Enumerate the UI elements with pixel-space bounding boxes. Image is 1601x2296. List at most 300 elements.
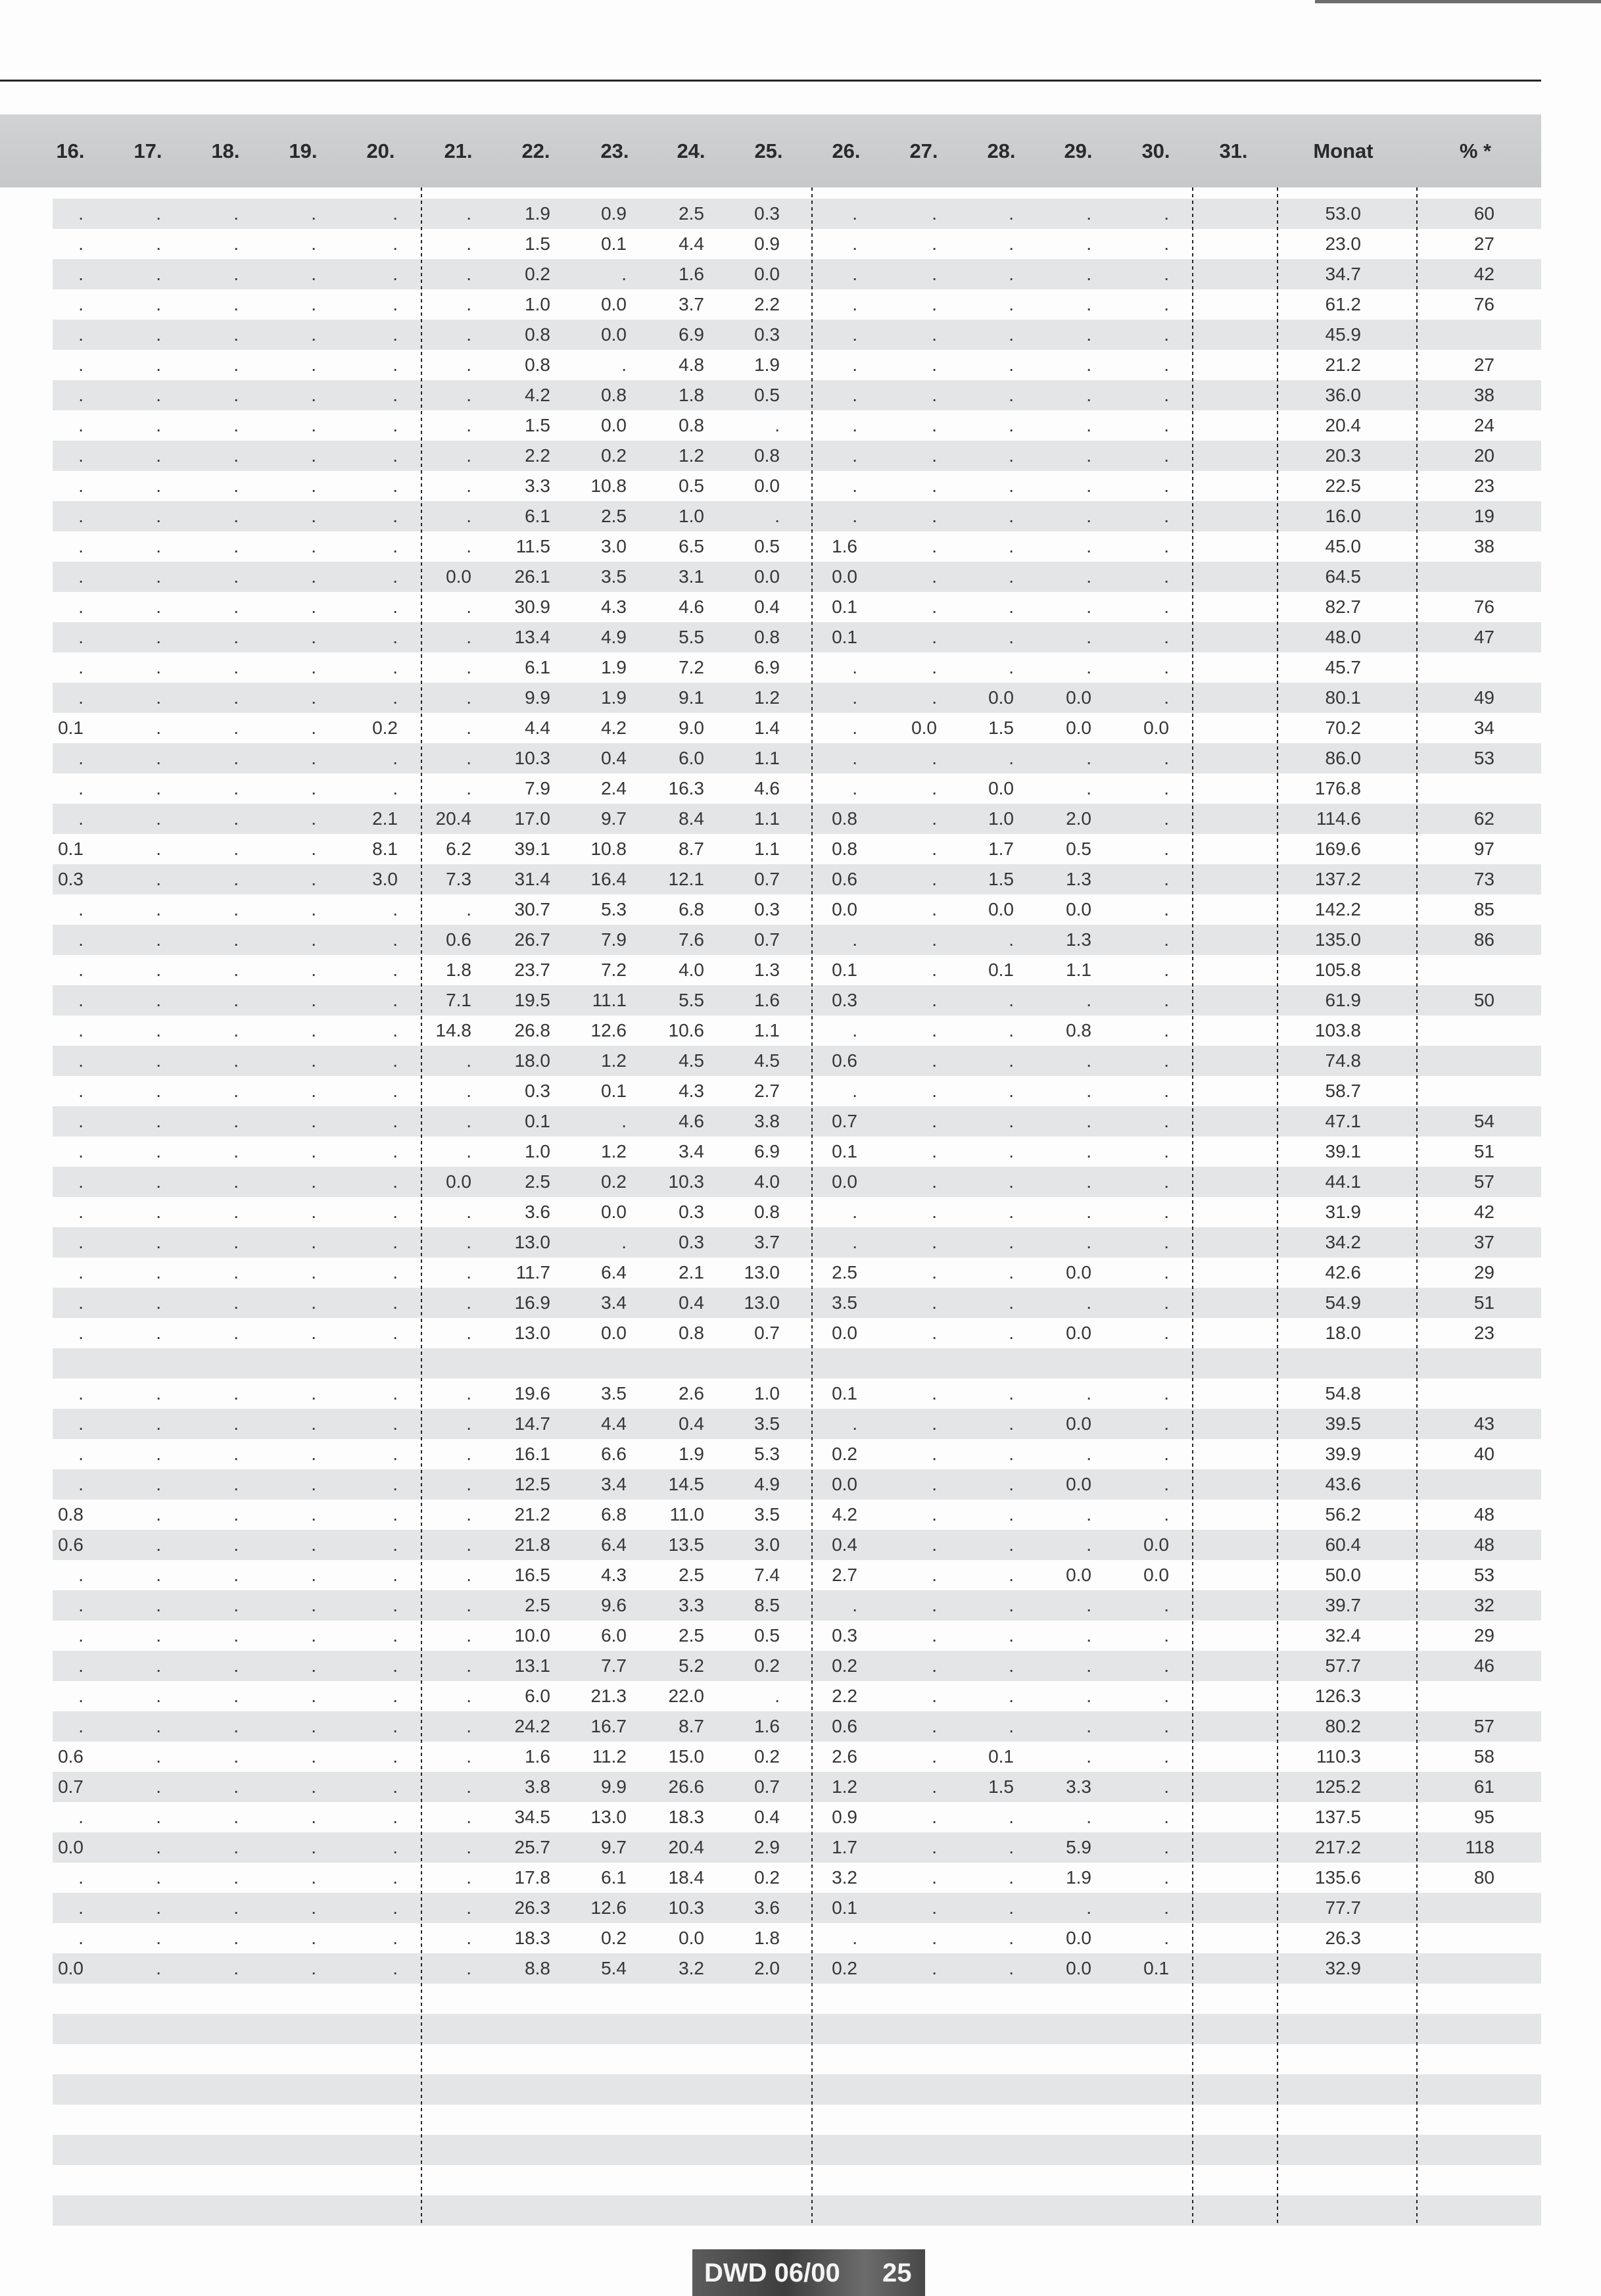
table-cell: .: [1009, 1444, 1014, 1464]
table-cell: 12.6: [590, 1020, 627, 1040]
table-cell: 0.0: [1066, 1958, 1091, 1978]
table-cell: 45.9: [1325, 324, 1361, 345]
column-header: 28.: [987, 139, 1016, 162]
table-cell: .: [1086, 476, 1091, 496]
table-cell: 5.3: [754, 1444, 780, 1464]
table-cell: .: [1009, 1232, 1014, 1252]
table-cell: .: [393, 1202, 398, 1222]
table-cell: .: [156, 536, 161, 556]
table-cell: 0.3: [832, 1625, 857, 1646]
table-cell: 37: [1473, 1232, 1494, 1252]
page-number: 25: [882, 2259, 912, 2287]
table-row: [53, 259, 1541, 289]
table-cell: .: [393, 1383, 398, 1404]
table-cell: .: [1009, 597, 1014, 617]
table-cell: 0.2: [372, 718, 398, 738]
table-cell: .: [156, 657, 161, 677]
table-cell: 0.8: [525, 354, 550, 375]
table-cell: .: [852, 294, 857, 314]
table-cell: .: [311, 264, 316, 284]
column-header: 18.: [211, 139, 240, 162]
table-row: [53, 592, 1541, 622]
table-cell: 6.0: [525, 1686, 550, 1706]
table-cell: 3.0: [601, 536, 627, 556]
table-cell: 0.0: [679, 1928, 704, 1948]
table-cell: .: [1009, 354, 1014, 375]
table-cell: 10.3: [514, 748, 550, 768]
table-cell: 16.7: [590, 1716, 627, 1736]
table-cell: .: [1164, 1292, 1169, 1313]
table-cell: .: [393, 264, 398, 284]
table-cell: 0.0: [1066, 1323, 1091, 1343]
table-cell: 0.7: [832, 1111, 857, 1131]
table-cell: 103.8: [1314, 1020, 1361, 1040]
table-cell: .: [78, 778, 84, 798]
table-cell: .: [932, 354, 937, 375]
table-cell: 1.9: [754, 354, 780, 375]
table-cell: .: [1164, 1111, 1169, 1131]
table-cell: 3.3: [1066, 1776, 1091, 1797]
table-cell: 2.5: [525, 1595, 550, 1615]
table-cell: .: [78, 506, 84, 526]
table-cell: 0.2: [832, 1444, 857, 1464]
table-cell: 30.9: [514, 597, 550, 617]
table-cell: 42: [1473, 264, 1494, 284]
table-cell: 0.0: [446, 1171, 471, 1192]
table-cell: .: [1009, 1474, 1014, 1494]
table-cell: .: [1086, 1202, 1091, 1222]
table-cell: .: [466, 1262, 471, 1282]
table-cell: 3.6: [754, 1897, 780, 1918]
table-cell: .: [932, 1595, 937, 1615]
table-cell: .: [233, 1716, 239, 1736]
table-cell: .: [1009, 1171, 1014, 1192]
table-cell: .: [1009, 1111, 1014, 1131]
table-cell: 1.1: [754, 748, 780, 768]
table-cell: 2.5: [601, 506, 627, 526]
table-cell: 6.1: [601, 1867, 627, 1888]
table-cell: .: [1164, 990, 1169, 1010]
table-cell: 10.6: [668, 1020, 704, 1040]
table-cell: .: [466, 718, 471, 738]
table-cell: 7.6: [679, 929, 704, 950]
table-cell: .: [1164, 929, 1169, 950]
table-cell: .: [393, 1504, 398, 1525]
table-cell: .: [932, 1655, 937, 1676]
table-cell: 1.5: [525, 233, 550, 254]
table-cell: .: [156, 1746, 161, 1767]
table-cell: 1.6: [754, 990, 780, 1010]
table-cell: 0.0: [1066, 1413, 1091, 1434]
table-cell: .: [1086, 1897, 1091, 1918]
table-cell: .: [932, 566, 937, 587]
table-row: [53, 1802, 1541, 1832]
table-cell: 0.8: [679, 415, 704, 435]
table-cell: 48: [1473, 1534, 1494, 1555]
table-cell: 0.0: [1066, 1565, 1091, 1585]
table-cell: 43: [1473, 1413, 1494, 1434]
table-cell: .: [311, 1958, 316, 1978]
table-cell: 20.4: [435, 808, 471, 829]
table-cell: 4.4: [679, 233, 704, 254]
table-cell: .: [1009, 748, 1014, 768]
table-cell: 80.1: [1325, 687, 1361, 708]
table-cell: 13.4: [514, 627, 550, 647]
table-cell: .: [311, 385, 316, 405]
table-cell: .: [932, 1867, 937, 1888]
table-cell: 12.5: [514, 1474, 550, 1494]
table-cell: 4.2: [525, 385, 550, 405]
table-cell: 18.3: [668, 1807, 704, 1827]
table-cell: 0.8: [754, 1202, 780, 1222]
table-cell: .: [932, 1625, 937, 1646]
table-cell: .: [466, 445, 471, 466]
table-cell: 0.0: [832, 566, 857, 587]
table-cell: .: [393, 929, 398, 950]
table-cell: 0.6: [58, 1746, 84, 1767]
table-cell: .: [466, 1595, 471, 1615]
table-cell: 137.5: [1314, 1807, 1361, 1827]
table-cell: .: [1086, 385, 1091, 405]
table-cell: 0.1: [58, 839, 84, 859]
table-cell: 0.1: [988, 960, 1014, 980]
table-cell: 0.8: [754, 627, 780, 647]
table-cell: 1.8: [754, 1928, 780, 1948]
table-cell: 6.1: [525, 506, 550, 526]
table-cell: .: [78, 1655, 84, 1676]
table-cell: 2.2: [754, 294, 780, 314]
table-cell: .: [78, 597, 84, 617]
table-cell: 0.8: [832, 839, 857, 859]
table-cell: .: [393, 476, 398, 496]
table-cell: .: [311, 1081, 316, 1101]
table-cell: 50.0: [1325, 1565, 1361, 1585]
table-cell: .: [233, 839, 239, 859]
table-cell: 8.7: [679, 839, 704, 859]
table-cell: 12.6: [590, 1897, 627, 1918]
table-row: [53, 1953, 1541, 1984]
table-cell: 4.6: [679, 597, 704, 617]
table-row: [53, 2074, 1541, 2105]
table-cell: 34.7: [1325, 264, 1361, 284]
table-cell: .: [156, 1323, 161, 1343]
table-cell: .: [1164, 960, 1169, 980]
table-cell: 34.5: [514, 1807, 550, 1827]
table-cell: .: [78, 1625, 84, 1646]
table-cell: .: [466, 1141, 471, 1161]
table-cell: 0.2: [754, 1746, 780, 1767]
table-cell: 82.7: [1325, 597, 1361, 617]
table-cell: .: [233, 748, 239, 768]
table-cell: 11.2: [592, 1746, 627, 1767]
table-cell: 3.7: [679, 294, 704, 314]
table-cell: .: [932, 1171, 937, 1192]
table-row: [53, 380, 1541, 410]
table-cell: 10.8: [590, 839, 627, 859]
table-cell: 0.6: [832, 1050, 857, 1071]
table-cell: .: [1164, 839, 1169, 859]
table-cell: 3.0: [754, 1534, 780, 1555]
table-cell: .: [233, 1534, 239, 1555]
table-cell: .: [852, 476, 857, 496]
table-cell: .: [393, 1716, 398, 1736]
table-cell: .: [466, 1837, 471, 1857]
table-cell: 0.1: [988, 1746, 1014, 1767]
table-cell: 4.4: [601, 1413, 627, 1434]
table-cell: 7.7: [601, 1655, 627, 1676]
table-cell: .: [156, 687, 161, 708]
table-cell: .: [393, 1625, 398, 1646]
table-cell: .: [156, 1413, 161, 1434]
table-cell: .: [311, 506, 316, 526]
table-cell: 8.7: [679, 1716, 704, 1736]
table-cell: 6.4: [601, 1262, 627, 1282]
table-cell: .: [156, 445, 161, 466]
table-cell: .: [311, 1625, 316, 1646]
table-row: [53, 1500, 1541, 1530]
table-cell: 1.0: [754, 1383, 780, 1404]
table-cell: .: [466, 203, 471, 224]
table-row: [53, 1288, 1541, 1318]
table-cell: 1.3: [754, 960, 780, 980]
table-cell: 29: [1473, 1262, 1494, 1282]
table-cell: 24: [1473, 415, 1494, 435]
table-cell: 0.4: [754, 597, 780, 617]
table-cell: 0.1: [832, 1897, 857, 1918]
table-cell: .: [311, 808, 316, 829]
table-cell: .: [1164, 536, 1169, 556]
table-cell: 0.8: [525, 324, 550, 345]
table-cell: .: [1009, 1141, 1014, 1161]
table-cell: 0.0: [754, 476, 780, 496]
table-cell: .: [1164, 294, 1169, 314]
table-cell: 38: [1473, 385, 1494, 405]
table-cell: 2.1: [679, 1262, 704, 1282]
table-cell: .: [78, 385, 84, 405]
table-cell: 6.5: [679, 536, 704, 556]
table-cell: .: [852, 203, 857, 224]
table-cell: .: [1009, 1716, 1014, 1736]
table-cell: .: [466, 506, 471, 526]
table-cell: .: [78, 1383, 84, 1404]
table-cell: 26.1: [514, 566, 550, 587]
table-cell: .: [466, 1474, 471, 1494]
table-cell: .: [1164, 1776, 1169, 1797]
column-header: 23.: [600, 139, 629, 162]
table-cell: 50: [1473, 990, 1494, 1010]
table-row: [53, 1681, 1541, 1711]
table-cell: 1.0: [525, 1141, 550, 1161]
table-cell: .: [233, 778, 239, 798]
table-cell: .: [393, 687, 398, 708]
table-cell: 20.4: [1325, 415, 1361, 435]
table-cell: .: [311, 1323, 316, 1343]
table-cell: .: [1009, 1202, 1014, 1222]
table-row: [53, 471, 1541, 501]
table-cell: 5.5: [679, 627, 704, 647]
table-cell: .: [233, 960, 239, 980]
table-cell: 14.8: [435, 1020, 471, 1040]
table-cell: .: [466, 1292, 471, 1313]
table-cell: .: [932, 1897, 937, 1918]
table-cell: .: [1009, 506, 1014, 526]
table-cell: 8.8: [525, 1958, 550, 1978]
table-cell: 1.0: [525, 294, 550, 314]
table-cell: 0.0: [601, 324, 627, 345]
table-cell: .: [393, 1081, 398, 1101]
table-cell: .: [311, 1050, 316, 1071]
table-row: [53, 955, 1541, 985]
table-cell: 1.9: [601, 657, 627, 677]
table-cell: .: [932, 1202, 937, 1222]
table-cell: .: [393, 1565, 398, 1585]
table-cell: 2.0: [754, 1958, 780, 1978]
table-row: [53, 2105, 1541, 2135]
table-cell: .: [1164, 1897, 1169, 1918]
table-cell: .: [233, 354, 239, 375]
table-cell: .: [156, 929, 161, 950]
table-cell: .: [233, 324, 239, 345]
table-cell: 51: [1473, 1292, 1494, 1313]
table-cell: 105.8: [1314, 960, 1361, 980]
table-cell: 0.1: [832, 1383, 857, 1404]
table-cell: 110.3: [1316, 1746, 1361, 1767]
table-cell: 0.0: [754, 264, 780, 284]
table-cell: .: [1164, 899, 1169, 919]
table-cell: .: [311, 1202, 316, 1222]
table-cell: 45.0: [1325, 536, 1361, 556]
table-cell: 48: [1473, 1504, 1494, 1525]
table-cell: .: [233, 1474, 239, 1494]
table-cell: .: [1086, 1807, 1091, 1827]
column-divider: [421, 187, 422, 2223]
table-row: [53, 622, 1541, 652]
table-cell: .: [156, 1716, 161, 1736]
table-cell: 1.5: [988, 1776, 1014, 1797]
table-cell: .: [466, 778, 471, 798]
table-cell: .: [393, 1292, 398, 1313]
table-cell: .: [311, 1716, 316, 1736]
table-cell: 39.9: [1325, 1444, 1361, 1464]
table-cell: .: [156, 1534, 161, 1555]
table-cell: .: [311, 445, 316, 466]
table-cell: .: [466, 687, 471, 708]
table-cell: .: [1086, 203, 1091, 224]
table-cell: .: [1086, 1534, 1091, 1555]
table-cell: 2.5: [679, 1565, 704, 1585]
table-row: [53, 652, 1541, 683]
table-cell: .: [1009, 1565, 1014, 1585]
table-cell: .: [393, 1686, 398, 1706]
table-cell: .: [932, 1232, 937, 1252]
table-cell: 4.2: [601, 718, 627, 738]
table-cell: .: [311, 1595, 316, 1615]
table-row: [53, 1893, 1541, 1923]
table-cell: .: [1009, 264, 1014, 284]
table-cell: .: [156, 1807, 161, 1827]
table-cell: 32: [1473, 1595, 1494, 1615]
table-cell: .: [393, 1413, 398, 1434]
table-cell: 95: [1473, 1807, 1494, 1827]
table-cell: 13.0: [514, 1232, 550, 1252]
table-cell: .: [233, 1746, 239, 1767]
table-cell: 34: [1473, 718, 1494, 738]
table-cell: 7.9: [601, 929, 627, 950]
table-cell: 0.6: [58, 1534, 84, 1555]
table-cell: .: [78, 1897, 84, 1918]
table-cell: .: [233, 687, 239, 708]
table-cell: .: [311, 1928, 316, 1948]
table-cell: 1.8: [446, 960, 471, 980]
table-cell: 0.0: [832, 1474, 857, 1494]
table-row: [53, 1832, 1541, 1863]
table-cell: .: [311, 1171, 316, 1192]
table-cell: .: [393, 1171, 398, 1192]
table-row: [53, 2165, 1541, 2195]
table-cell: .: [1086, 324, 1091, 345]
table-cell: 11.7: [515, 1262, 550, 1282]
table-cell: .: [775, 1686, 780, 1706]
table-cell: 58: [1473, 1746, 1494, 1767]
table-cell: .: [393, 899, 398, 919]
table-cell: .: [393, 1746, 398, 1767]
table-cell: 30.7: [514, 899, 550, 919]
table-cell: .: [1164, 264, 1169, 284]
table-cell: 0.0: [1143, 718, 1169, 738]
table-cell: .: [932, 1262, 937, 1282]
table-cell: 0.1: [601, 233, 627, 254]
table-cell: 4.0: [679, 960, 704, 980]
table-cell: .: [233, 294, 239, 314]
table-cell: 0.5: [754, 536, 780, 556]
table-cell: 2.4: [601, 778, 627, 798]
table-cell: .: [156, 1867, 161, 1888]
table-cell: 0.0: [1143, 1534, 1169, 1555]
table-cell: 0.8: [754, 445, 780, 466]
table-cell: .: [621, 1111, 627, 1131]
table-cell: .: [932, 476, 937, 496]
table-cell: .: [932, 960, 937, 980]
table-cell: .: [233, 415, 239, 435]
table-cell: .: [393, 1111, 398, 1131]
table-cell: 0.0: [988, 899, 1014, 919]
table-cell: .: [1086, 1686, 1091, 1706]
table-cell: 176.8: [1314, 778, 1361, 798]
table-cell: .: [1086, 1232, 1091, 1252]
table-cell: .: [393, 1444, 398, 1464]
table-cell: 0.3: [754, 899, 780, 919]
table-cell: 31.9: [1325, 1202, 1361, 1222]
table-cell: 0.1: [832, 627, 857, 647]
table-cell: .: [233, 1020, 239, 1040]
table-cell: .: [466, 1081, 471, 1101]
table-cell: 125.2: [1314, 1776, 1361, 1797]
table-header: [0, 114, 1541, 187]
table-row: [53, 531, 1541, 562]
table-cell: 19: [1473, 506, 1494, 526]
table-cell: .: [1164, 1413, 1169, 1434]
table-cell: 2.6: [679, 1383, 704, 1404]
table-cell: 62: [1473, 808, 1494, 829]
table-cell: 4.6: [679, 1111, 704, 1131]
table-cell: .: [156, 1111, 161, 1131]
table-cell: 1.2: [754, 687, 780, 708]
table-cell: 2.1: [372, 808, 398, 829]
table-cell: 4.6: [754, 778, 780, 798]
table-row: [53, 410, 1541, 441]
table-cell: .: [393, 627, 398, 647]
table-cell: 9.9: [601, 1776, 627, 1797]
